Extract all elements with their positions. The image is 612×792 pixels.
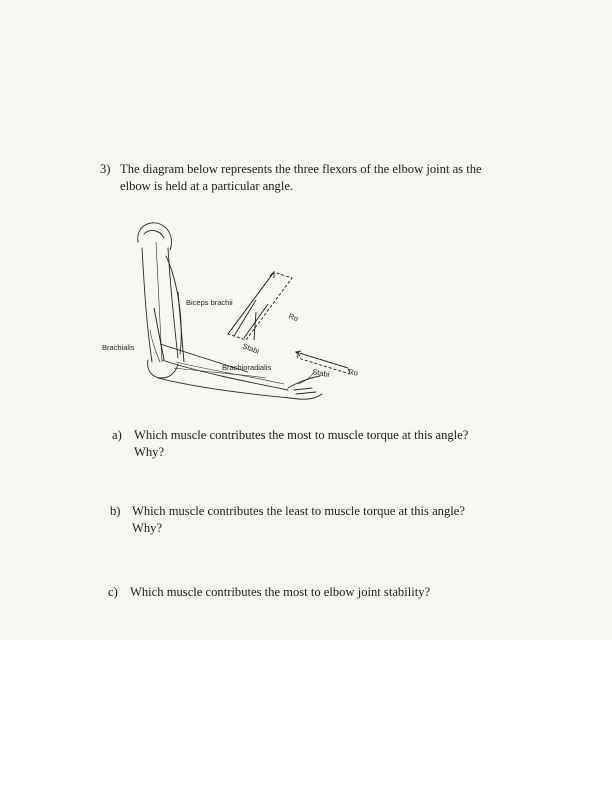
brachialis-label: Brachialis	[102, 343, 135, 352]
ro-upper-label: Ro	[287, 311, 300, 324]
humerus-head	[138, 223, 172, 250]
subquestion-a-label: a)	[112, 428, 122, 442]
subquestion-b-text: Which muscle contributes the least to muscle torque at this angle?	[132, 504, 465, 518]
stabi-upper-label: Stabi	[241, 341, 261, 356]
brachioradialis-label: Brachioradialis	[222, 363, 272, 372]
subquestion-a-why: Why?	[134, 445, 165, 459]
elbow-flexors-diagram	[98, 212, 370, 408]
subquestion-b-why: Why?	[132, 521, 163, 535]
subquestion-a-text: Which muscle contributes the most to muscle torque at this angle?	[134, 428, 469, 442]
brachialis-force-line	[154, 308, 164, 360]
biceps-label: Biceps brachii	[186, 298, 233, 307]
stabi-lower-label: Stabi	[311, 367, 331, 379]
question-number: 3)	[100, 162, 111, 176]
subquestion-c-text: Which muscle contributes the most to elbow joint stability?	[130, 585, 431, 599]
subquestion-c-label: c)	[108, 585, 118, 599]
question-text-line2: elbow is held at a particular angle.	[120, 179, 294, 193]
subquestion-b-label: b)	[110, 504, 121, 518]
elbow-joint	[148, 360, 178, 378]
ro-lower-label: Ro	[347, 367, 359, 378]
hand	[288, 376, 322, 399]
question-text-line1: The diagram below represents the three flexors of the elbow joint as the	[120, 162, 482, 176]
humerus	[142, 248, 178, 362]
